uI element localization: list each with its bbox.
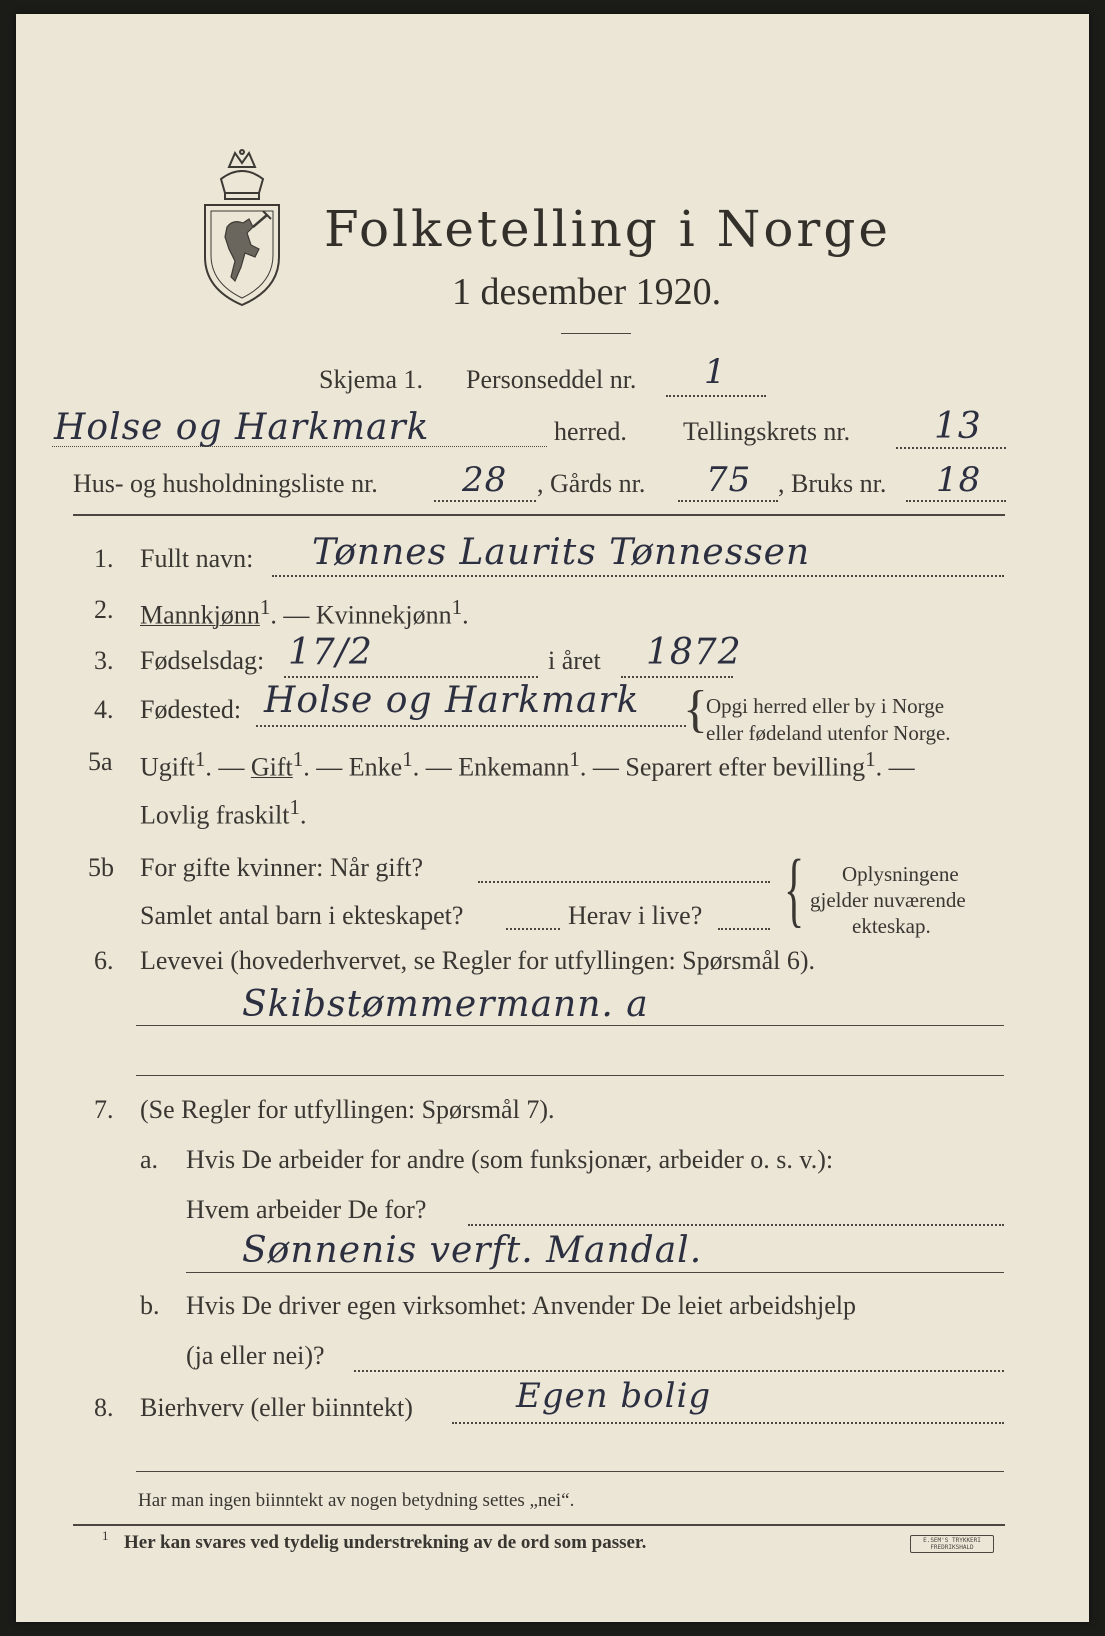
- q7b-letter: b.: [140, 1291, 160, 1320]
- herred-line: [52, 446, 547, 447]
- q7b-text: Hvis De driver egen virksomhet: Anvender De leiet arbeidshjelp: [186, 1291, 857, 1320]
- hus-line: [434, 500, 536, 502]
- personseddel-value[interactable]: 1: [704, 352, 727, 392]
- tellingskrets-value[interactable]: 13: [934, 406, 982, 447]
- q4-brace: {: [683, 681, 708, 738]
- gards-label: , Gårds nr.: [537, 469, 646, 498]
- option-enke[interactable]: Enke: [348, 752, 403, 782]
- skjema-label: Skjema 1.: [319, 365, 423, 394]
- header-divider: [73, 514, 1005, 516]
- q8-line2: [136, 1471, 1004, 1472]
- nei-note: Har man ingen biinntekt av nogen betydning settes „nei“.: [138, 1490, 575, 1511]
- q5b-alive-line: [718, 928, 770, 930]
- q3-line: [284, 676, 538, 678]
- q6-occupation-value[interactable]: Skibstømmermann. a: [242, 984, 649, 1025]
- q7-label: (Se Regler for utfyllingen: Spørsmål 7).: [140, 1095, 555, 1124]
- q7a-question: Hvem arbeider De for?: [186, 1195, 427, 1224]
- q5a-number: 5a: [88, 747, 113, 776]
- q7b-question: (ja eller nei)?: [186, 1341, 325, 1370]
- q4-label: Fødested:: [140, 695, 242, 724]
- q5b-brace: {: [784, 843, 805, 936]
- q5a-marital-options: Ugift$^1$. — Gift$^1$. — Enke$^1$. — Enkemann$^1$. — Separert efter bevilling$^1$. —: [140, 747, 915, 782]
- q4-note-line1: Opgi herred eller by i Norge: [706, 694, 945, 718]
- option-gift[interactable]: Gift: [250, 752, 293, 782]
- bruks-value[interactable]: 18: [936, 460, 982, 500]
- q3-label: Fødselsdag:: [140, 646, 265, 675]
- q5b-when-married-line: [478, 881, 770, 883]
- q7a-text: Hvis De arbeider for andre (som funksjonær, arbeider o. s. v.):: [186, 1145, 834, 1174]
- q7a-question-line: [468, 1224, 1004, 1226]
- q1-label: Fullt navn:: [140, 544, 254, 573]
- hus-label: Hus- og husholdningsliste nr.: [73, 469, 378, 498]
- q2-gender-options: Mannkjønn$^1$. — Kvinnekjønn$^1$.: [140, 595, 469, 630]
- tellingskrets-label: Tellingskrets nr.: [683, 417, 851, 446]
- q3-birthday-value[interactable]: 17/2: [288, 632, 373, 673]
- q3-year-value[interactable]: 1872: [646, 632, 742, 673]
- footnote-divider: [73, 1524, 1005, 1526]
- q8-line: [452, 1422, 1004, 1424]
- q7a-value-line: [186, 1272, 1004, 1273]
- q5b-note-line2: gjelder nuværende: [810, 888, 966, 912]
- personseddel-line: [666, 395, 766, 397]
- footnote-mark: 1: [102, 1528, 109, 1543]
- q8-side-income-value[interactable]: Egen bolig: [516, 1376, 712, 1416]
- q8-number: 8.: [94, 1393, 114, 1422]
- option-fraskilt[interactable]: Lovlig fraskilt: [140, 800, 290, 830]
- title-divider: [561, 333, 631, 334]
- option-kvinnekjonn[interactable]: Kvinnekjønn: [315, 600, 452, 630]
- herred-value[interactable]: Holse og Harkmark: [54, 407, 430, 448]
- q5b-number: 5b: [88, 853, 114, 882]
- gards-value[interactable]: 75: [706, 460, 752, 500]
- q5b-children-line: [506, 928, 560, 930]
- q5b-alive-label: Herav i live?: [568, 901, 703, 930]
- q7a-employer-value[interactable]: Sønnenis verft. Mandal.: [242, 1230, 703, 1271]
- q7-number: 7.: [94, 1095, 114, 1124]
- q1-number: 1.: [94, 544, 114, 573]
- q3-year-line: [621, 676, 733, 678]
- q6-number: 6.: [94, 946, 114, 975]
- q4-number: 4.: [94, 695, 114, 724]
- bruks-label: , Bruks nr.: [778, 469, 887, 498]
- option-enkemann[interactable]: Enkemann: [458, 752, 570, 782]
- q5a-fraskilt-line: Lovlig fraskilt$^1$.: [140, 795, 307, 830]
- q7b-answer-line: [354, 1370, 1004, 1372]
- bruks-line: [906, 500, 1006, 502]
- printer-stamp: E.SEM'S TRYKKERI FREDRIKSHALD: [910, 1535, 994, 1553]
- q6-line2: [136, 1075, 1004, 1076]
- q4-note-line2: eller fødeland utenfor Norge.: [706, 721, 951, 745]
- hus-value[interactable]: 28: [462, 460, 508, 500]
- q2-number: 2.: [94, 595, 114, 624]
- option-mannkjonn[interactable]: Mannkjønn: [140, 600, 260, 630]
- gards-line: [678, 500, 778, 502]
- q5b-note-line3: ekteskap.: [852, 914, 931, 938]
- q5b-note-line1: Oplysningene: [842, 862, 959, 886]
- q5b-children-label: Samlet antal barn i ekteskapet?: [140, 901, 464, 930]
- form-title: Folketelling i Norge: [324, 200, 891, 258]
- q8-label: Bierhverv (eller biinntekt): [140, 1393, 413, 1422]
- q6-line1: [136, 1025, 1004, 1026]
- herred-label: herred.: [554, 417, 627, 446]
- census-date: 1 desember 1920.: [452, 271, 722, 313]
- q1-full-name-value[interactable]: Tønnes Laurits Tønnessen: [312, 532, 811, 573]
- tellingskrets-line: [896, 447, 1006, 449]
- norwegian-coat-of-arms-icon: [199, 149, 285, 313]
- q1-line: [272, 575, 1004, 577]
- q3-number: 3.: [94, 646, 114, 675]
- q7a-letter: a.: [140, 1145, 159, 1174]
- footnote-text: Her kan svares ved tydelig understrekning av de ord som passer.: [124, 1532, 647, 1553]
- option-ugift[interactable]: Ugift: [140, 752, 195, 782]
- q6-label: Levevei (hovederhvervet, se Regler for utfyllingen: Spørsmål 6).: [140, 946, 816, 975]
- q5b-when-married-label: For gifte kvinner: Når gift?: [140, 853, 424, 882]
- q4-line: [256, 725, 686, 727]
- census-form-page: [16, 14, 1089, 1622]
- q4-birthplace-value[interactable]: Holse og Harkmark: [264, 680, 640, 721]
- q3-year-label: i året: [548, 646, 601, 675]
- option-separert[interactable]: Separert efter bevilling: [625, 752, 866, 782]
- personseddel-label: Personseddel nr.: [466, 365, 637, 394]
